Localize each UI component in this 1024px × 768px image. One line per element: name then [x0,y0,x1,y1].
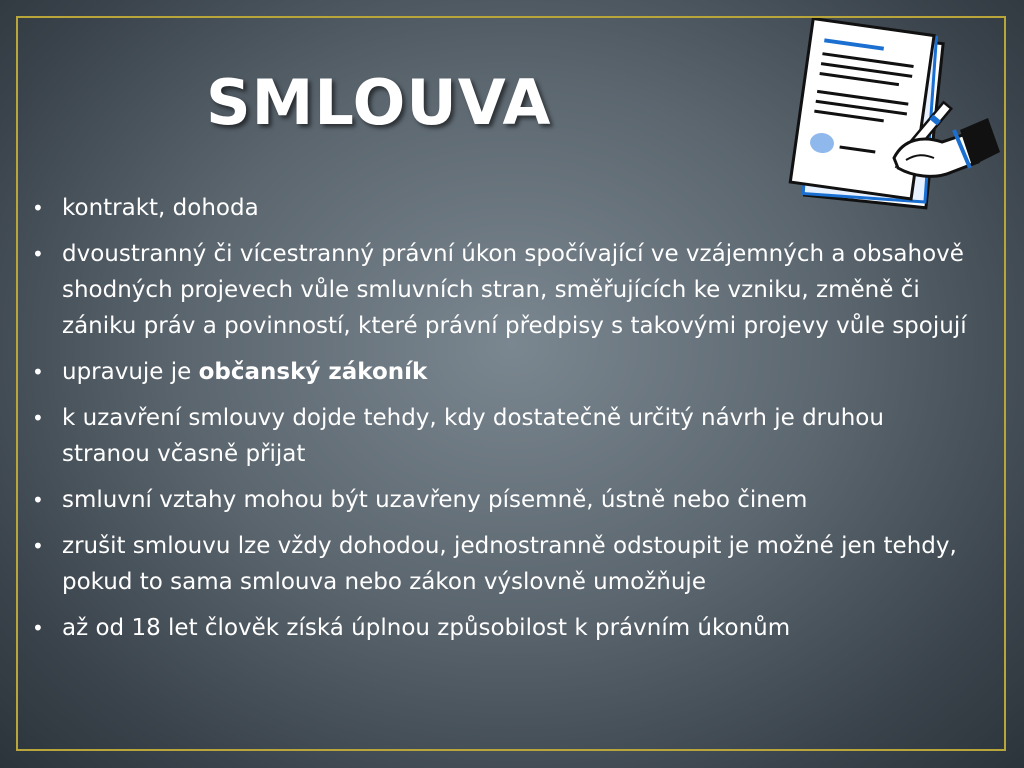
bullet-list [30,190,970,656]
list-item: • k uzavření smlouvy dojde tehdy, kdy dostatečně určitý návrh je druhou stranou včasně přijat [32,405,884,467]
bold-term: občanský zákoník [198,359,428,385]
list-item: • smluvní vztahy mohou být uzavřeny písemně, ústně nebo činem [32,487,808,513]
list-item: • až od 18 let člověk získá úplnou způsobilost k právním úkonům [32,615,791,641]
list-item: • dvoustranný či vícestranný právní úkon spočívající ve vzájemných a obsahově shodných projevech vůle smluvních stran, směřujících ke vzniku, změně či zániku práv a povinností, které právní předpisy s takovými projevy vůle spojují [32,241,967,339]
list-item: • upravuje je občanský zákoník [32,359,428,385]
list-item: • kontrakt, dohoda [32,195,259,221]
slide-title: SMLOUVA [206,66,552,139]
list-item: • zrušit smlouvu lze vždy dohodou, jednostranně odstoupit je možné jen tehdy, pokud to sama smlouva nebo zákon výslovně umožňuje [32,533,957,595]
